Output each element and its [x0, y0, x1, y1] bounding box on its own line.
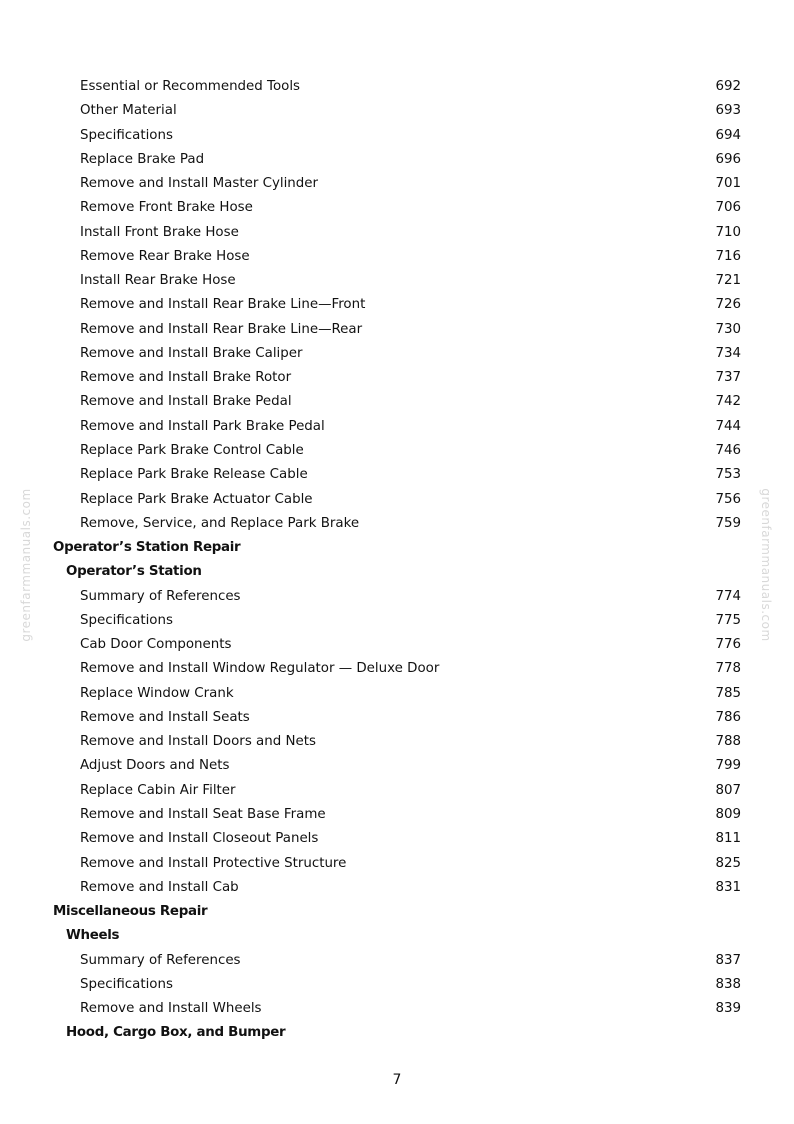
toc-entry-title: Remove and Install Brake Caliper [80, 345, 303, 361]
toc-entry[interactable] [0, 124, 794, 148]
toc-entry[interactable] [0, 585, 794, 609]
toc-entry-page: 701 [715, 176, 741, 192]
toc-entry[interactable] [0, 827, 794, 851]
toc-entry-title: Remove, Service, and Replace Park Brake [80, 515, 360, 531]
toc-entry[interactable] [0, 342, 794, 366]
toc-entry-page: 692 [715, 79, 741, 94]
toc-entry-title: Specifications [80, 127, 173, 143]
toc-entry[interactable] [0, 366, 794, 390]
toc-entry-page: 753 [715, 467, 741, 483]
toc-entry-title: Remove Rear Brake Hose [80, 248, 250, 264]
toc-entry[interactable] [0, 172, 794, 196]
toc-entry-title: Install Rear Brake Hose [80, 273, 236, 289]
toc-entry-page: 807 [715, 782, 741, 798]
toc-entry[interactable] [0, 269, 794, 293]
toc-entry[interactable] [0, 609, 794, 633]
toc-section-heading[interactable] [0, 900, 794, 924]
toc-subsection-heading[interactable] [0, 1021, 794, 1045]
toc-entry[interactable] [0, 949, 794, 973]
toc-entry-page: 693 [715, 103, 741, 119]
toc-entry-title: Summary of References [80, 952, 241, 968]
toc-entry-page: 825 [715, 855, 741, 871]
toc-entry[interactable] [0, 973, 794, 997]
toc-entry[interactable] [0, 657, 794, 681]
toc-entry-title: Other Material [80, 103, 177, 119]
toc-entry-page: 837 [715, 952, 741, 968]
toc-entry-title: Remove and Install Brake Rotor [80, 370, 292, 386]
toc-entry-page: 778 [715, 661, 741, 677]
toc-entry[interactable] [0, 439, 794, 463]
toc-entry-page: 839 [715, 1001, 741, 1017]
toc-entry-page: 744 [715, 418, 741, 434]
toc-entry-title: Remove and Install Window Regulator — Deluxe Door [80, 661, 440, 677]
toc-entry-title: Essential or Recommended Tools [80, 79, 301, 94]
toc-entry-page: 734 [715, 345, 741, 361]
toc-entry-title: Remove and Install Wheels [80, 1001, 262, 1017]
toc-entry-title: Remove and Install Brake Pedal [80, 394, 292, 410]
toc-entry-page: 776 [715, 637, 741, 653]
toc-entry[interactable] [0, 488, 794, 512]
toc-entry-page: 726 [715, 297, 741, 313]
toc-entry[interactable] [0, 221, 794, 245]
toc-entry[interactable] [0, 318, 794, 342]
toc-entry-title: Cab Door Components [80, 637, 232, 653]
toc-entry-page: 706 [715, 200, 741, 216]
toc-entry-title: Operator’s Station Repair [53, 540, 241, 556]
toc-entry-title: Miscellaneous Repair [53, 904, 208, 920]
toc-subsection-heading[interactable] [0, 560, 794, 584]
toc-entry-page: 785 [715, 685, 741, 701]
toc-entry-title: Wheels [66, 928, 120, 944]
toc-entry-page: 746 [715, 442, 741, 458]
toc-entry-title: Install Front Brake Hose [80, 224, 239, 240]
toc-entry[interactable] [0, 779, 794, 803]
toc-entry-page: 788 [715, 734, 741, 750]
toc-entry[interactable] [0, 245, 794, 269]
toc-entry[interactable] [0, 390, 794, 414]
toc-entry-title: Replace Park Brake Actuator Cable [80, 491, 313, 507]
toc-entry[interactable] [0, 876, 794, 900]
toc-entry-title: Remove and Install Doors and Nets [80, 734, 316, 750]
watermark-left: greenfarmmanuals.com [19, 488, 33, 642]
toc-entry-page: 716 [715, 248, 741, 264]
toc-entry[interactable] [0, 196, 794, 220]
toc-entry-title: Remove and Install Cab [80, 879, 239, 895]
table-of-contents [0, 75, 794, 1046]
toc-entry[interactable] [0, 803, 794, 827]
toc-entry[interactable] [0, 148, 794, 172]
toc-entry[interactable] [0, 682, 794, 706]
toc-entry-title: Remove and Install Protective Structure [80, 855, 347, 871]
toc-entry-title: Remove and Install Closeout Panels [80, 831, 319, 847]
toc-entry-title: Specifications [80, 976, 173, 992]
toc-entry[interactable] [0, 997, 794, 1021]
toc-entry-page: 737 [715, 370, 741, 386]
toc-entry-page: 696 [715, 151, 741, 167]
toc-entry-page: 759 [715, 515, 741, 531]
toc-entry-title: Summary of References [80, 588, 241, 604]
toc-entry-title: Remove and Install Seat Base Frame [80, 806, 326, 822]
toc-entry[interactable] [0, 512, 794, 536]
toc-entry[interactable] [0, 706, 794, 730]
toc-entry-title: Operator’s Station [66, 564, 202, 580]
toc-subsection-heading[interactable] [0, 924, 794, 948]
toc-entry[interactable] [0, 463, 794, 487]
toc-entry-page: 694 [715, 127, 741, 143]
toc-entry-title: Replace Park Brake Control Cable [80, 442, 304, 458]
page-number: 7 [392, 1072, 402, 1088]
toc-entry-page: 742 [715, 394, 741, 410]
watermark-right: greenfarmmanuals.com [759, 488, 773, 642]
toc-entry-page: 809 [715, 806, 741, 822]
toc-entry-title: Remove and Install Rear Brake Line—Front [80, 297, 366, 313]
toc-entry[interactable] [0, 293, 794, 317]
toc-entry-title: Replace Window Crank [80, 685, 234, 701]
toc-entry[interactable] [0, 754, 794, 778]
toc-entry-title: Hood, Cargo Box, and Bumper [66, 1025, 286, 1041]
toc-entry-title: Replace Cabin Air Filter [80, 782, 236, 798]
toc-entry-page: 799 [715, 758, 741, 774]
toc-entry-title: Replace Park Brake Release Cable [80, 467, 308, 483]
toc-entry-page: 756 [715, 491, 741, 507]
toc-entry-page: 775 [715, 612, 741, 628]
toc-section-heading[interactable] [0, 536, 794, 560]
toc-entry[interactable] [0, 415, 794, 439]
toc-entry-page: 786 [715, 709, 741, 725]
toc-entry-title: Replace Brake Pad [80, 151, 205, 167]
toc-entry-title: Adjust Doors and Nets [80, 758, 230, 774]
toc-entry[interactable] [0, 852, 794, 876]
toc-entry-page: 811 [715, 831, 741, 847]
toc-entry-page: 710 [715, 224, 741, 240]
toc-entry-page: 831 [715, 879, 741, 895]
toc-entry[interactable] [0, 99, 794, 123]
toc-entry-page: 721 [715, 273, 741, 289]
toc-entry-title: Remove and Install Rear Brake Line—Rear [80, 321, 363, 337]
toc-entry[interactable] [0, 730, 794, 754]
toc-entry-title: Remove and Install Master Cylinder [80, 176, 319, 192]
toc-entry-title: Specifications [80, 612, 173, 628]
toc-entry[interactable] [0, 633, 794, 657]
toc-entry-page: 730 [715, 321, 741, 337]
toc-entry-title: Remove and Install Seats [80, 709, 250, 725]
toc-entry-page: 838 [715, 976, 741, 992]
toc-entry-title: Remove Front Brake Hose [80, 200, 253, 216]
toc-entry-page: 774 [715, 588, 741, 604]
toc-entry[interactable] [0, 75, 794, 99]
toc-entry-title: Remove and Install Park Brake Pedal [80, 418, 325, 434]
